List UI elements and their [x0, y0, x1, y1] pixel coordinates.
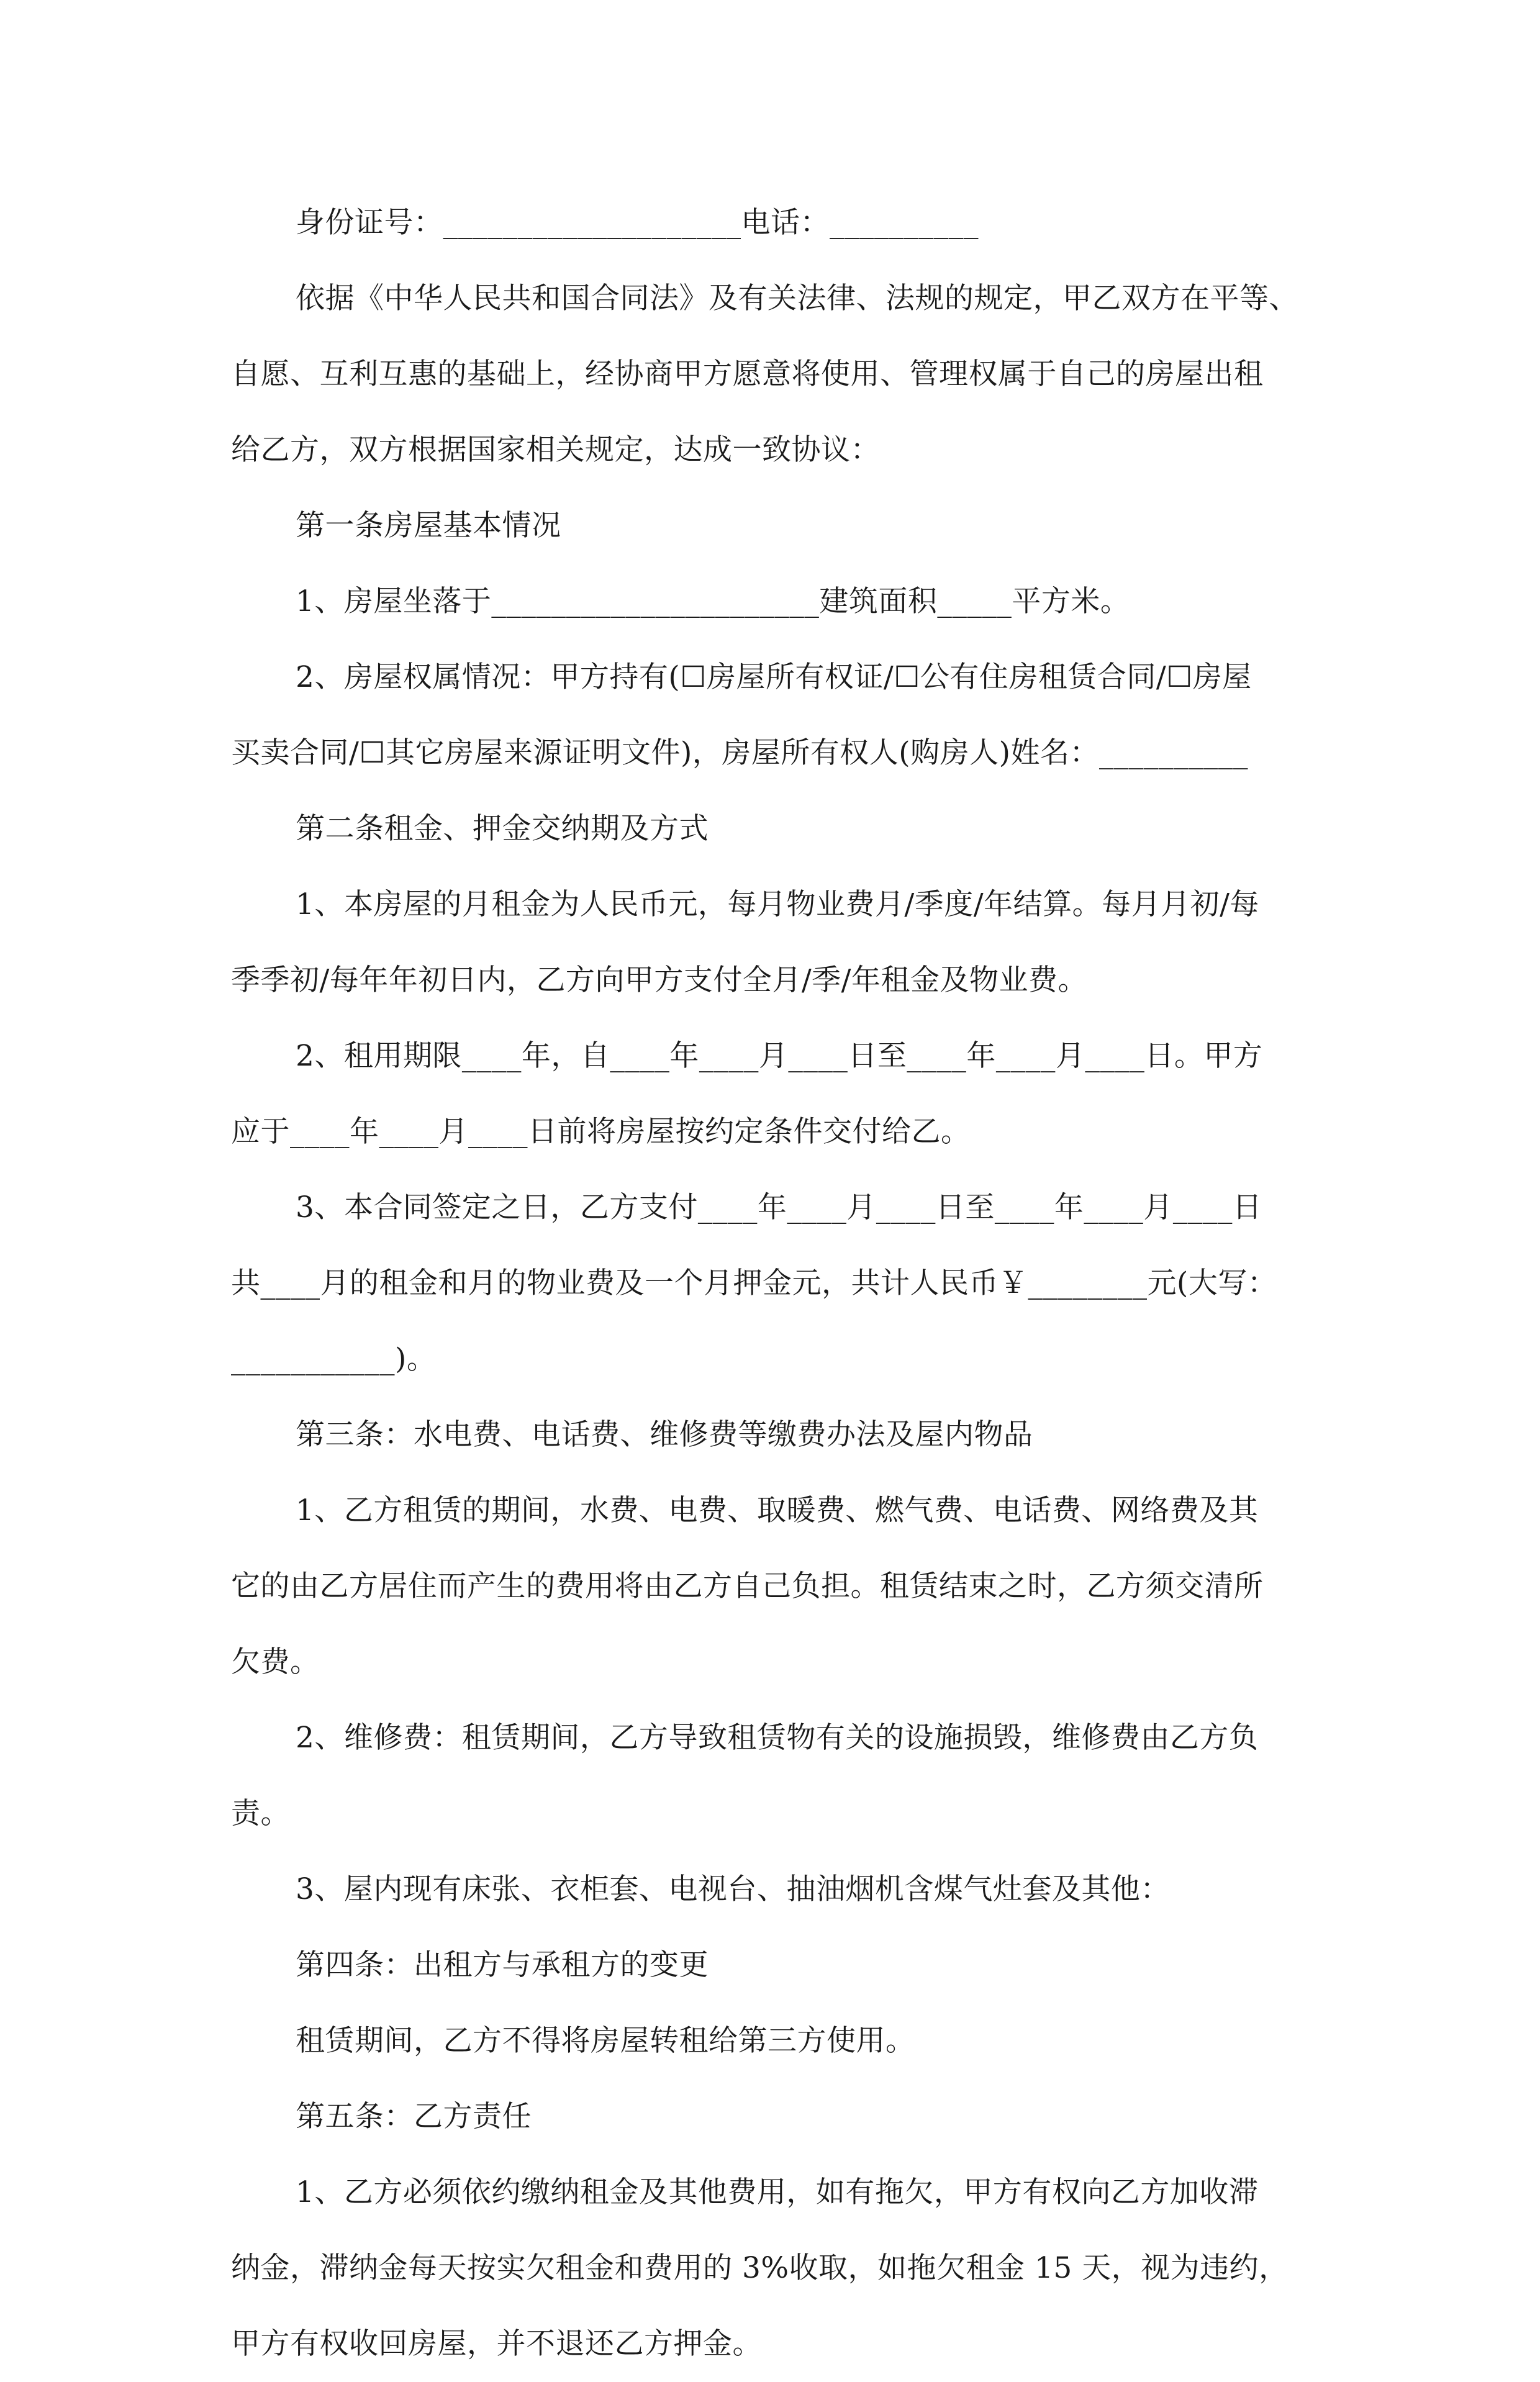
document-body — [231, 185, 1311, 2382]
article-1-heading: 第一条房屋基本情况 — [296, 509, 561, 543]
article-1-item-1: 1、房屋坐落于______________________建筑面积_____平方米。 — [296, 584, 1130, 618]
article-4-heading: 第四条：出租方与承租方的变更 — [296, 1948, 709, 1982]
article-3-item-3: 3、屋内现有床张、衣柜套、电视台、抽油烟机含煤气灶套及其他： — [296, 1872, 1170, 1906]
article-3-item-2-line-1: 2、维修费：租赁期间，乙方导致租赁物有关的设施损毁，维修费由乙方负 — [296, 1721, 1259, 1755]
id-phone-line: 身份证号：____________________电话：__________ — [296, 206, 979, 240]
article-2-heading: 第二条租金、押金交纳期及方式 — [296, 812, 709, 846]
article-3-item-1-line-2: 它的由乙方居住而产生的费用将由乙方自己负担。租赁结束之时，乙方须交清所 — [231, 1569, 1264, 1603]
article-1-item-2-line-1: 2、房屋权属情况：甲方持有(☐房屋所有权证/☐公有住房租赁合同/☐房屋 — [296, 660, 1252, 694]
preamble-line-2: 自愿、互利互惠的基础上，经协商甲方愿意将使用、管理权属于自己的房屋出租 — [231, 357, 1264, 391]
article-3-heading: 第三条：水电费、电话费、维修费等缴费办法及屋内物品 — [296, 1418, 1033, 1452]
article-2-item-3-line-1: 3、本合同签定之日，乙方支付____年____月____日至____年____月____日 — [296, 1190, 1262, 1225]
article-1-item-2-line-2: 买卖合同/☐其它房屋来源证明文件)，房屋所有权人(购房人)姓名：__________ — [231, 736, 1248, 770]
article-2-item-2-line-1: 2、租用期限____年，自____年____月____日至____年____月____日。甲方 — [296, 1039, 1263, 1073]
article-2-item-3-line-2: 共____月的租金和月的物业费及一个月押金元，共计人民币￥________元(大写： — [231, 1266, 1277, 1300]
article-2-item-3-line-3: ___________)。 — [231, 1342, 437, 1376]
article-2-item-1-line-1: 1、本房屋的月租金为人民币元，每月物业费月/季度/年结算。每月月初/每 — [296, 887, 1259, 922]
article-2-item-1-line-2: 季季初/每年年初日内，乙方向甲方支付全月/季/年租金及物业费。 — [231, 963, 1088, 997]
preamble-line-3: 给乙方，双方根据国家相关规定，达成一致协议： — [231, 433, 880, 467]
article-4-body: 租赁期间，乙方不得将房屋转租给第三方使用。 — [296, 2024, 915, 2058]
article-5-item-1-line-1: 1、乙方必须依约缴纳租金及其他费用，如有拖欠，甲方有权向乙方加收滞 — [296, 2175, 1259, 2209]
article-5-heading: 第五条：乙方责任 — [296, 2099, 532, 2134]
article-2-item-2-line-2: 应于____年____月____日前将房屋按约定条件交付给乙。 — [231, 1115, 971, 1149]
article-3-item-1-line-3: 欠费。 — [231, 1645, 320, 1679]
article-3-item-2-line-2: 责。 — [231, 1796, 290, 1831]
article-5-item-1-line-3: 甲方有权收回房屋，并不退还乙方押金。 — [231, 2327, 762, 2361]
preamble-line-1: 依据《中华人民共和国合同法》及有关法律、法规的规定，甲乙双方在平等、 — [296, 281, 1298, 315]
article-5-item-1-line-2: 纳金，滞纳金每天按实欠租金和费用的 3%收取，如拖欠租金 15 天，视为违约， — [231, 2251, 1289, 2285]
article-3-item-1-line-1: 1、乙方租赁的期间，水费、电费、取暖费、燃气费、电话费、网络费及其 — [296, 1493, 1259, 1528]
